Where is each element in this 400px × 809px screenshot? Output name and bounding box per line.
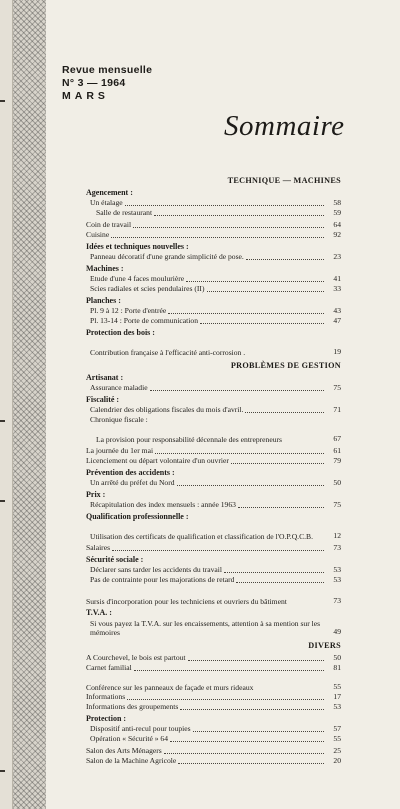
leader-dots	[236, 582, 324, 583]
cover-pattern-strip	[13, 0, 46, 809]
toc-entry-page: 33	[333, 284, 341, 293]
leader-dots	[178, 763, 324, 764]
toc-entry	[86, 316, 341, 326]
leader-dots	[238, 507, 324, 508]
leader-dots	[177, 485, 324, 486]
toc-entry	[86, 198, 341, 208]
toc-entry	[86, 425, 341, 444]
toc-entry-title: Récapitulation des index mensuels : année 1963	[90, 500, 236, 509]
toc-group	[86, 220, 341, 240]
toc-entry-page: 23	[333, 252, 341, 261]
toc-entry-page: 58	[333, 198, 341, 207]
toc-group	[86, 242, 341, 262]
toc-entry	[86, 208, 341, 218]
toc-group	[86, 746, 341, 766]
toc-group	[86, 395, 341, 444]
toc-group	[86, 512, 341, 541]
binding-mark	[0, 420, 5, 422]
binding-edge	[0, 0, 13, 809]
leader-dots	[207, 291, 325, 292]
toc-entry	[86, 478, 341, 488]
toc-entry-title: La provision pour responsabilité décennale des entrepreneurs	[96, 435, 282, 444]
toc-entry-page: 50	[333, 478, 341, 487]
toc-group	[86, 373, 341, 393]
toc-entry-title: Coin de travail	[86, 220, 132, 229]
toc-entry	[86, 252, 341, 262]
masthead-periodicity: Revue mensuelle	[62, 64, 153, 76]
section-heading: TECHNIQUE — MACHINES	[227, 176, 341, 185]
group-title: Planches :	[86, 296, 121, 305]
toc-entry	[86, 522, 341, 541]
toc-entry-page: 81	[333, 663, 341, 672]
leader-dots	[155, 453, 324, 454]
toc-entry	[86, 415, 341, 425]
toc-entry	[86, 653, 341, 663]
toc-entry	[86, 230, 341, 240]
toc-entry-page: 25	[333, 746, 341, 755]
toc-entry	[86, 673, 341, 692]
toc-entry-title: Utilisation des certificats de qualification et classification de l'O.P.Q.C.B.	[90, 532, 314, 541]
toc-entry-page: 53	[333, 702, 341, 711]
toc-entry-page: 55	[333, 682, 341, 691]
toc-group	[86, 296, 341, 326]
toc-entry-title: Chronique fiscale :	[90, 415, 148, 424]
leader-dots	[127, 699, 324, 700]
toc-entry	[86, 383, 341, 393]
toc-group	[86, 446, 341, 466]
toc-entry-page: 59	[333, 208, 341, 217]
toc-entry-page: 79	[333, 456, 341, 465]
leader-dots	[200, 323, 324, 324]
group-title: Qualification professionnelle :	[86, 512, 189, 521]
group-title: Fiscalité :	[86, 395, 120, 404]
group-title: Artisanat :	[86, 373, 124, 382]
toc-entry-title: Assurance maladie	[90, 383, 148, 392]
toc-entry-title: Un étalage	[90, 198, 123, 207]
toc-entry-title: Pl. 13-14 : Porte de communication	[90, 316, 198, 325]
toc-entry-page: 61	[333, 446, 341, 455]
leader-dots	[224, 572, 324, 573]
group-title: T.V.A. :	[86, 608, 112, 617]
toc-group	[86, 714, 341, 744]
toc-entry-page: 55	[333, 734, 341, 743]
toc-entry	[86, 446, 341, 456]
leader-dots	[134, 670, 324, 671]
section-heading: PROBLÈMES DE GESTION	[230, 361, 341, 370]
toc-entry	[86, 618, 341, 637]
group-title: Protection des bois :	[86, 328, 155, 337]
toc-entry-title: Salon de la Machine Agricole	[86, 756, 177, 765]
toc-entry-title: Informations	[86, 692, 126, 701]
section-heading: DIVERS	[308, 641, 341, 650]
page-title: Sommaire	[224, 110, 345, 142]
leader-dots	[170, 741, 324, 742]
toc-entry-title: Contribution française à l'efficacité anti-corrosion .	[90, 348, 246, 357]
toc-entry-title: Scies radiales et scies pendulaires (II)	[90, 284, 205, 293]
toc-group	[86, 608, 341, 637]
toc-entry	[86, 756, 341, 766]
masthead-issue: N° 3 — 1964	[62, 77, 126, 89]
toc-entry-page: 43	[333, 306, 341, 315]
toc-entry-title: Salaires	[86, 543, 111, 552]
binding-mark	[0, 100, 5, 102]
masthead	[62, 64, 152, 103]
toc-entry	[86, 746, 341, 756]
toc-entry-title: Un arrêté du préfet du Nord	[90, 478, 175, 487]
toc-entry	[86, 274, 341, 284]
toc-entry-page: 20	[333, 756, 341, 765]
toc-entry	[86, 500, 341, 510]
toc-entry	[86, 456, 341, 466]
leader-dots	[111, 237, 324, 238]
toc-entry	[86, 587, 341, 606]
toc-group	[86, 188, 341, 218]
toc-entry-title: Déclarer sans tarder les accidents du travail	[90, 565, 222, 574]
toc-entry	[86, 405, 341, 415]
toc-entry-title: Carnet familial	[86, 663, 132, 672]
binding-mark	[0, 770, 5, 772]
leader-dots	[125, 205, 324, 206]
toc-entry-title: A Courchevel, le bois est partout	[86, 653, 186, 662]
group-title: Idées et techniques nouvelles :	[86, 242, 189, 251]
toc-entry-title: Opération « Sécurité » 64	[90, 734, 169, 743]
toc-group	[86, 264, 341, 294]
toc-entry-title: Dispositif anti-recul pour toupies	[90, 724, 191, 733]
table-of-contents	[86, 172, 341, 768]
leader-dots	[168, 313, 324, 314]
toc-entry-page: 41	[333, 274, 341, 283]
leader-dots	[193, 731, 324, 732]
group-title: Machines :	[86, 264, 124, 273]
toc-group	[86, 587, 341, 606]
leader-dots	[231, 463, 324, 464]
toc-entry-page: 19	[333, 347, 341, 356]
toc-entry-title: Panneau décoratif d'une grande simplicité de pose.	[90, 252, 244, 261]
toc-entry	[86, 338, 341, 357]
toc-group	[86, 490, 341, 510]
group-title: Agencement :	[86, 188, 133, 197]
group-title: Prévention des accidents :	[86, 468, 175, 477]
toc-entry-page: 67	[333, 434, 341, 443]
toc-entry	[86, 702, 341, 712]
toc-entry-title: Conférence sur les panneaux de façade et murs rideaux	[86, 683, 254, 692]
toc-entry-page: 75	[333, 383, 341, 392]
leader-dots	[133, 227, 324, 228]
toc-entry-title: Sursis d'incorporation pour les techniciens et ouvriers du bâtiment	[86, 597, 287, 606]
toc-entry-title: Salle de restaurant	[96, 208, 153, 217]
leader-dots	[246, 259, 324, 260]
leader-dots	[150, 390, 324, 391]
toc-entry-page: 75	[333, 500, 341, 509]
leader-dots	[186, 281, 324, 282]
toc-entry	[86, 663, 341, 673]
leader-dots	[245, 412, 324, 413]
toc-entry-page: 50	[333, 653, 341, 662]
leader-dots	[164, 753, 324, 754]
toc-group	[86, 653, 341, 712]
leader-dots	[180, 709, 324, 710]
group-title: Protection :	[86, 714, 127, 723]
toc-entry-page: 49	[333, 627, 341, 636]
toc-entry-title: Salon des Arts Ménagers	[86, 746, 162, 755]
toc-entry-page: 57	[333, 724, 341, 733]
toc-entry-title: Calendrier des obligations fiscales du mois d'avril.	[90, 405, 244, 414]
toc-group	[86, 328, 341, 357]
masthead-month: MARS	[62, 90, 109, 102]
toc-entry-title: Cuisine	[86, 230, 110, 239]
toc-entry-title: Informations des groupements	[86, 702, 179, 711]
toc-entry-title: Pas de contrainte pour les majorations de retard	[90, 575, 235, 584]
toc-group	[86, 543, 341, 553]
toc-entry-page: 47	[333, 316, 341, 325]
toc-entry	[86, 543, 341, 553]
toc-entry-page: 53	[333, 575, 341, 584]
toc-entry	[86, 724, 341, 734]
binding-mark	[0, 500, 5, 502]
toc-entry-title: Pl. 9 à 12 : Porte d'entrée	[90, 306, 167, 315]
toc-group	[86, 468, 341, 488]
toc-entry	[86, 575, 341, 585]
toc-entry	[86, 220, 341, 230]
leader-dots	[112, 550, 324, 551]
toc-entry-title: Si vous payez la T.V.A. sur les encaissements, attention à sa mention sur les mémoires	[90, 619, 321, 637]
toc-entry-title: Etude d'une 4 faces moulurière	[90, 274, 185, 283]
toc-entry-page: 71	[333, 405, 341, 414]
group-title: Prix :	[86, 490, 106, 499]
toc-entry-title: Licenciement ou départ volontaire d'un ouvrier	[86, 456, 229, 465]
toc-entry	[86, 284, 341, 294]
toc-entry-page: 12	[333, 531, 341, 540]
toc-entry-page: 92	[333, 230, 341, 239]
toc-entry-page: 64	[333, 220, 341, 229]
toc-group	[86, 555, 341, 585]
toc-entry	[86, 565, 341, 575]
toc-entry-page: 73	[333, 596, 341, 605]
toc-entry	[86, 692, 341, 702]
leader-dots	[188, 660, 324, 661]
toc-entry-page: 53	[333, 565, 341, 574]
group-title: Sécurité sociale :	[86, 555, 144, 564]
toc-entry	[86, 734, 341, 744]
leader-dots	[154, 215, 324, 216]
toc-entry	[86, 306, 341, 316]
toc-entry-title: La journée du 1er mai	[86, 446, 154, 455]
toc-entry-page: 17	[333, 692, 341, 701]
toc-entry-page: 73	[333, 543, 341, 552]
